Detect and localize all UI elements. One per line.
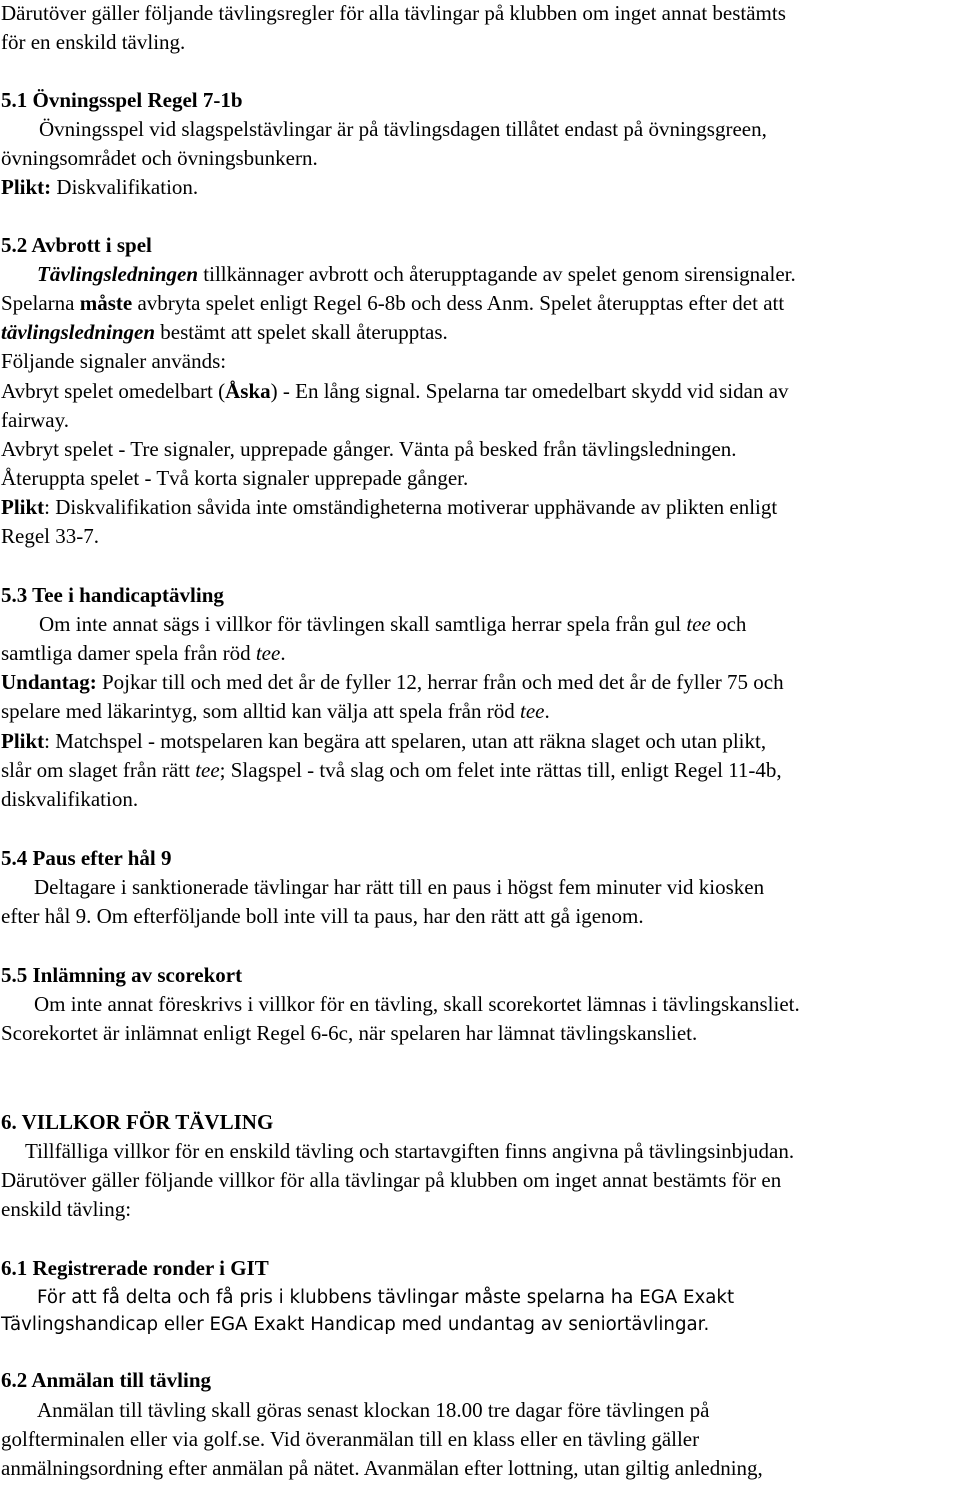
body-text: bestämt att spelet skall återupptas.: [155, 320, 448, 344]
emphasis-text: tävlingsledningen: [1, 320, 156, 344]
body-text: Spelarna: [1, 291, 80, 315]
emphasis-text: tee: [195, 758, 220, 782]
section-6-line-2: Därutöver gäller följande villkor för alla tävlingar på klubben om inget annat bestämts för en: [1, 1168, 782, 1192]
emphasis-text: Åska: [225, 379, 271, 403]
body-text: : Matchspel - motspelaren kan begära att spelaren, utan att räkna slaget och utan plikt,: [44, 729, 767, 753]
section-5-2-line-2: [1, 291, 784, 315]
section-5-2-line-1: [1, 262, 796, 286]
intro-line-2: för en enskild tävling.: [1, 30, 186, 54]
body-text: Avbryt spelet omedelbart (: [1, 379, 226, 403]
emphasis-text: Tävlingsledningen: [37, 262, 199, 286]
section-5-3-line-1: [1, 612, 746, 636]
section-5-2-line-10: Regel 33-7.: [1, 524, 99, 548]
section-6-2-line-3: anmälningsordning efter anmälan på nätet. Avanmälan efter lottning, utan giltig anledning,: [1, 1456, 763, 1480]
section-5-4-line-2: efter hål 9. Om efterföljande boll inte vill ta paus, har den rätt att gå igenom.: [1, 904, 644, 928]
section-5-2-line-4: Följande signaler används:: [1, 349, 227, 373]
section-5-3-line-5: [1, 729, 766, 753]
section-5-3-line-2: [1, 641, 286, 665]
section-5-2-line-8: Återuppta spelet - Två korta signaler upprepade gånger.: [1, 466, 469, 490]
section-5-2-line-9: [1, 495, 777, 519]
section-5-2-line-5: [1, 379, 789, 403]
body-text: .: [280, 641, 286, 665]
body-text: spelare med läkarintyg, som alltid kan välja att spela från röd: [1, 699, 520, 723]
plikt-label: Plikt: [1, 495, 45, 519]
section-6-2-line-1: Anmälan till tävling skall göras senast klockan 18.00 tre dagar före tävlingen på: [37, 1398, 710, 1422]
section-6-1-line-2: Tävlingshandicap eller EGA Exakt Handicap med undantag av seniortävlingar.: [1, 1314, 710, 1335]
plikt-text: Diskvalifikation.: [51, 175, 199, 199]
section-5-3-heading: 5.3 Tee i handicaptävling: [1, 583, 224, 607]
section-5-2-heading: 5.2 Avbrott i spel: [1, 233, 152, 257]
section-5-3-line-6: [1, 758, 782, 782]
body-text: .: [544, 699, 550, 723]
body-text: Pojkar till och med det år de fyller 12, herrar från och med det år de fyller 75 och: [96, 670, 784, 694]
body-text: slår om slaget från rätt: [1, 758, 196, 782]
section-5-1-heading: 5.1 Övningsspel Regel 7-1b: [1, 88, 243, 112]
section-6-2-heading: 6.2 Anmälan till tävling: [1, 1368, 212, 1392]
section-6-heading: 6. VILLKOR FÖR TÄVLING: [1, 1110, 274, 1134]
section-5-1-line-2: övningsområdet och övningsbunkern.: [1, 146, 318, 170]
body-text: och: [710, 612, 747, 636]
emphasis-text: tee: [686, 612, 711, 636]
body-text: tillkännager avbrott och återupptagande av spelet genom sirensignaler.: [198, 262, 796, 286]
section-5-2-line-3: [1, 320, 448, 344]
section-5-5-line-1: Om inte annat föreskrivs i villkor för en tävling, skall scorekortet lämnas i tävlingskansliet.: [34, 992, 800, 1016]
section-6-1-line-1: För att få delta och få pris i klubbens tävlingar måste spelarna ha EGA Exakt: [37, 1287, 735, 1308]
body-text: ) - En lång signal. Spelarna tar omedelbart skydd vid sidan av: [270, 379, 789, 403]
body-text: avbryta spelet enligt Regel 6-8b och dess Anm. Spelet återupptas efter det att: [132, 291, 785, 315]
section-5-4-line-1: Deltagare i sanktionerade tävlingar har rätt till en paus i högst fem minuter vid kiosken: [34, 875, 765, 899]
section-6-line-3: enskild tävling:: [1, 1197, 132, 1221]
intro-line-1: Därutöver gäller följande tävlingsregler för alla tävlingar på klubben om inget annat bestämts: [1, 1, 786, 25]
body-text: Om inte annat sägs i villkor för tävlingen skall samtliga herrar spela från gul: [39, 612, 687, 636]
section-6-2-line-2: golfterminalen eller via golf.se. Vid överanmälan till en klass eller en tävling gäller: [1, 1427, 700, 1451]
exception-label: Undantag:: [1, 670, 97, 694]
plikt-label: Plikt: [1, 729, 45, 753]
section-5-5-heading: 5.5 Inlämning av scorekort: [1, 963, 243, 987]
section-5-1-line-1: Övningsspel vid slagspelstävlingar är på tävlingsdagen tillåtet endast på övningsgreen,: [39, 117, 767, 141]
section-6-1-heading: 6.1 Registrerade ronder i GIT: [1, 1256, 269, 1280]
emphasis-text: måste: [79, 291, 133, 315]
section-5-4-heading: 5.4 Paus efter hål 9: [1, 846, 172, 870]
section-6-line-1: Tillfälliga villkor för en enskild tävling och startavgiften finns angivna på tävlingsinbjudan.: [25, 1139, 795, 1163]
section-5-1-plikt: [1, 175, 198, 199]
emphasis-text: tee: [255, 641, 281, 665]
body-text: ; Slagspel - två slag och om felet inte rättas till, enligt Regel 11-4b,: [219, 758, 782, 782]
section-5-2-line-6: fairway.: [1, 408, 70, 432]
body-text: samtliga damer spela från röd: [1, 641, 256, 665]
section-5-5-line-2: Scorekortet är inlämnat enligt Regel 6-6c, när spelaren har lämnat tävlingskansliet.: [1, 1021, 698, 1045]
body-text: : Diskvalifikation såvida inte omständigheterna motiverar upphävande av plikten enligt: [44, 495, 778, 519]
plikt-label: Plikt:: [1, 175, 52, 199]
section-5-3-line-7: diskvalifikation.: [1, 787, 139, 811]
section-5-3-line-4: [1, 699, 550, 723]
section-5-2-line-7: Avbryt spelet - Tre signaler, upprepade gånger. Vänta på besked från tävlingsledningen.: [1, 437, 737, 461]
emphasis-text: tee: [520, 699, 545, 723]
section-5-3-line-3: [1, 670, 784, 694]
